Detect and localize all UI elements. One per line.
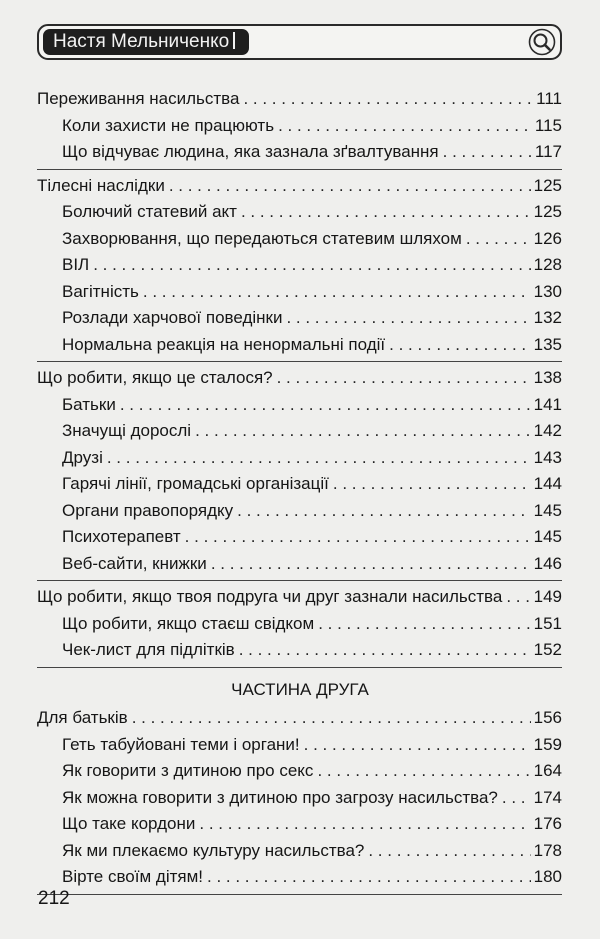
dot-leader <box>185 524 531 550</box>
toc-subsection-entry <box>0 199 600 225</box>
toc-entry-page: 115 <box>534 115 562 135</box>
toc-subsection-entry <box>0 785 600 811</box>
dot-leader <box>389 332 530 358</box>
toc-subsection-entry <box>0 637 600 663</box>
toc-entry-title: Батьки <box>62 394 116 414</box>
dot-leader <box>502 785 531 811</box>
toc-subsection-entry <box>0 498 600 524</box>
toc-entry-title: Переживання насильства <box>37 89 240 108</box>
toc-entry-page: 146 <box>533 553 562 573</box>
toc-subsection-entry <box>0 226 600 252</box>
dot-leader <box>237 498 530 524</box>
toc-subsection-entry <box>0 551 600 577</box>
toc-entry-page: 144 <box>533 474 562 493</box>
toc-subsection-entry <box>0 838 600 864</box>
toc-entry-page: 149 <box>533 587 562 606</box>
toc-subsection-entry <box>0 279 600 305</box>
toc-entry-page: 132 <box>533 308 562 327</box>
toc-subsection-entry <box>0 811 600 837</box>
toc-entry-page: 125 <box>533 202 562 221</box>
dot-leader <box>277 365 531 391</box>
toc-subsection-entry <box>0 332 600 358</box>
toc-entry-page: 156 <box>533 708 562 727</box>
toc-entry-page: 117 <box>534 142 562 161</box>
dot-leader <box>207 864 531 890</box>
toc-entry-page: 143 <box>533 447 562 467</box>
toc-entry-page: 178 <box>533 840 562 860</box>
dot-leader <box>286 305 530 331</box>
toc-entry-page: 111 <box>536 89 562 108</box>
toc-entry-page: 164 <box>533 761 562 780</box>
toc-subsection-entry <box>0 864 600 890</box>
dot-leader <box>443 139 532 165</box>
toc-entry-title: ВІЛ <box>62 255 90 274</box>
toc-entry-page: 176 <box>533 814 562 833</box>
toc-subsection-entry <box>0 732 600 758</box>
toc-subsection-entry <box>0 524 600 550</box>
toc-entry-page: 130 <box>533 281 562 301</box>
dot-leader <box>241 199 531 225</box>
toc-entry-title: Болючий статевий акт <box>62 202 237 221</box>
section-divider <box>37 580 562 581</box>
toc-section-entry <box>0 365 600 391</box>
toc-entry-title: Що робити, якщо стаєш свідком <box>62 613 315 633</box>
toc-entry-title: Нормальна реакція на ненормальні події <box>62 334 386 354</box>
dot-leader <box>466 226 531 252</box>
toc-entry-title: Вірте своїм дітям! <box>62 867 203 886</box>
toc-subsection-entry <box>0 445 600 471</box>
dot-leader <box>368 838 530 864</box>
toc-entry-page: 135 <box>533 334 562 354</box>
toc-entry-title: Що таке кордони <box>62 814 196 833</box>
toc-entry-page: 138 <box>533 368 562 387</box>
toc-entry-page: 141 <box>533 394 562 414</box>
toc-entry-title: Що робити, якщо твоя подруга чи друг зазнали насильства <box>37 587 503 606</box>
dot-leader <box>132 705 531 731</box>
page-number: 212 <box>38 888 70 909</box>
toc-section-entry <box>0 705 600 731</box>
text-cursor <box>233 32 235 49</box>
toc-entry-title: Що відчуває людина, яка зазнала зґвалтування <box>62 142 439 161</box>
dot-leader <box>169 173 531 199</box>
toc-entry-title: Захворювання, що передаються статевим шляхом <box>62 228 462 248</box>
toc-subsection-entry <box>0 305 600 331</box>
dot-leader <box>211 551 531 577</box>
dot-leader <box>317 758 530 784</box>
author-name-box <box>43 29 249 55</box>
dot-leader <box>143 279 531 305</box>
dot-leader <box>120 392 531 418</box>
toc-section-entry <box>0 584 600 610</box>
toc-entry-page: 145 <box>533 500 562 520</box>
dot-leader <box>93 252 530 278</box>
toc-entry-page: 145 <box>533 527 562 546</box>
toc-entry-title: Як ми плекаємо культуру насильства? <box>62 840 365 860</box>
author-name: Настя Мельниченко <box>53 31 230 52</box>
toc-entry-title: Що робити, якщо це сталося? <box>37 368 273 387</box>
toc-entry-title: Значущі дорослі <box>62 421 192 440</box>
toc-entry-title: Як говорити з дитиною про секс <box>62 761 314 780</box>
toc-entry-title: Чек-лист для підлітків <box>62 640 235 659</box>
toc-subsection-entry <box>0 471 600 497</box>
dot-leader <box>199 811 530 837</box>
dot-leader <box>195 418 531 444</box>
toc-entry-title: Коли захисти не працюють <box>62 115 275 135</box>
part-heading: ЧАСТИНА ДРУГА <box>231 679 369 699</box>
toc-subsection-entry <box>0 139 600 165</box>
toc-subsection-entry <box>0 252 600 278</box>
section-divider <box>37 667 562 668</box>
toc-subsection-entry <box>0 611 600 637</box>
toc-entry-title: Геть табуйовані теми і органи! <box>62 734 300 754</box>
toc-entry-title: Органи правопорядку <box>62 500 234 520</box>
dot-leader <box>239 637 531 663</box>
toc-subsection-entry <box>0 392 600 418</box>
toc-entry-page: 128 <box>533 255 562 274</box>
dot-leader <box>506 584 530 610</box>
toc-subsection-entry <box>0 418 600 444</box>
toc-entry-title: Вагітність <box>62 281 139 301</box>
toc-entry-page: 125 <box>533 175 562 195</box>
magnifier-icon <box>528 28 556 56</box>
toc-entry-title: Як можна говорити з дитиною про загрозу насильства? <box>62 787 498 807</box>
dot-leader <box>278 113 532 139</box>
toc-entry-title: Розлади харчової поведінки <box>62 308 283 327</box>
toc-entry-page: 126 <box>533 228 562 248</box>
section-divider <box>37 361 562 362</box>
running-header <box>37 24 562 60</box>
toc-section-entry <box>0 86 600 112</box>
toc-subsection-entry <box>0 113 600 139</box>
toc-entry-page: 142 <box>533 421 562 440</box>
toc-entry-title: Веб-сайти, книжки <box>62 553 207 573</box>
toc-entry-page: 152 <box>533 640 562 659</box>
dot-leader <box>318 611 530 637</box>
toc-section-entry <box>0 173 600 199</box>
section-divider <box>37 894 562 895</box>
dot-leader <box>304 732 531 758</box>
toc-entry-title: Для батьків <box>37 708 128 727</box>
toc-subsection-entry <box>0 758 600 784</box>
dot-leader <box>333 471 531 497</box>
toc-entry-page: 174 <box>533 787 562 807</box>
toc-entry-title: Тілесні наслідки <box>37 175 165 195</box>
section-divider <box>37 169 562 170</box>
toc-entry-title: Психотерапевт <box>62 527 181 546</box>
dot-leader <box>107 445 531 471</box>
toc-entry-title: Гарячі лінії, громадські організації <box>62 474 329 493</box>
toc-entry-title: Друзі <box>62 447 103 467</box>
toc-entry-page: 151 <box>533 613 562 633</box>
dot-leader <box>243 86 533 112</box>
toc-entry-page: 180 <box>533 867 562 886</box>
toc-entry-page: 159 <box>533 734 562 754</box>
